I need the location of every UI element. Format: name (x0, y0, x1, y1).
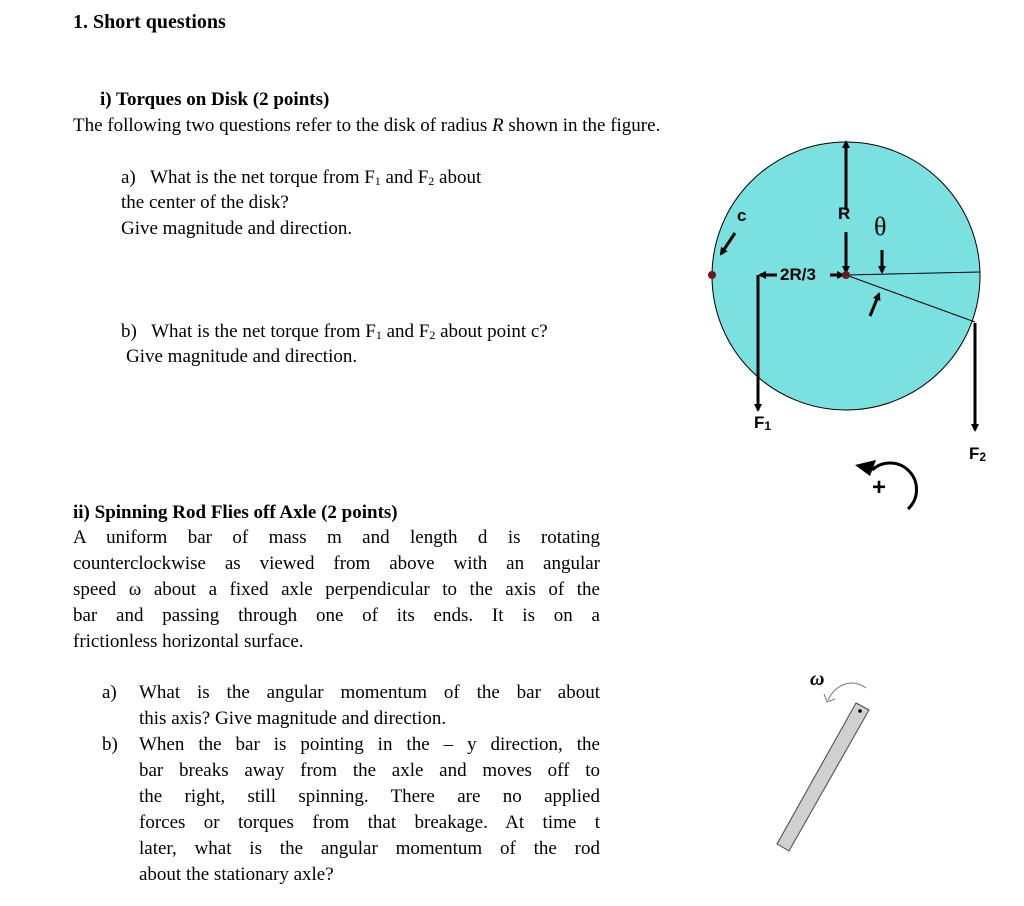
rotation-arrow (828, 683, 866, 700)
question-2b-line: the right, still spinning. There are no applied (139, 786, 600, 807)
question-2-title: ii) Spinning Rod Flies off Axle (2 points) (73, 502, 398, 523)
intro-variable: R (491, 115, 504, 136)
question-2b-line: When the bar is pointing in the – y direction, the (139, 734, 600, 755)
center-point (842, 271, 850, 279)
text: and F (381, 321, 430, 342)
question-2a-line: this axis? Give magnitude and direction. (139, 708, 447, 729)
rod (777, 703, 869, 851)
text: What is the net torque from F (151, 321, 376, 342)
subscript: 2 (979, 450, 987, 464)
axle-point (858, 709, 862, 713)
section-heading: 1. Short questions (73, 11, 226, 33)
label-F2 (969, 443, 986, 468)
question-1b-line-2: Give magnitude and direction. (126, 346, 358, 367)
label-omega: ω (810, 668, 825, 690)
subscript: 1 (375, 328, 382, 342)
question-2-para-line: frictionless horizontal surface. (73, 631, 304, 652)
text: about (434, 167, 482, 188)
question-2-para-line: speed ω about a fixed axle perpendicular to the axis of the (73, 579, 600, 600)
question-2b-line: about the stationary axle? (139, 864, 334, 885)
text: about point c? (435, 321, 548, 342)
subscript: 1 (764, 419, 772, 433)
question-1a-line-3: Give magnitude and direction. (121, 218, 353, 239)
question-2b-line: later, what is the angular momentum of the rod (139, 838, 600, 859)
subscript: 2 (429, 328, 436, 342)
label-plus: + (872, 474, 887, 501)
label-F1 (754, 412, 771, 437)
subscript: 1 (374, 174, 381, 188)
label-theta: θ (874, 212, 887, 241)
label-2R3: 2R/3 (780, 265, 816, 284)
question-2b-line: bar breaks away from the axle and moves off to (139, 760, 600, 781)
question-2-para-line: A uniform bar of mass m and length d is rotating (73, 527, 600, 548)
intro-text-end: shown in the figure. (503, 115, 661, 136)
subscript: 2 (428, 174, 435, 188)
question-2a-line: What is the angular momentum of the bar about (139, 682, 600, 703)
text: What is the net torque from F (150, 167, 375, 188)
question-2a-label: a) (102, 682, 117, 703)
intro-text: The following two questions refer to the disk of radius (73, 115, 492, 136)
text: and F (380, 167, 429, 188)
question-2-para-line: counterclockwise as viewed from above with an angular (73, 553, 600, 574)
part-label: b) (121, 321, 137, 342)
question-1a-line-2: the center of the disk? (121, 192, 289, 213)
question-2b-line: forces or torques from that breakage. At time t (139, 812, 600, 833)
question-2b-label: b) (102, 734, 118, 755)
label-c: c (737, 206, 747, 225)
rod-figure (777, 683, 869, 851)
question-2-para-line: bar and passing through one of its ends. It is on a (73, 605, 600, 626)
point-c (708, 271, 716, 279)
label-R: R (838, 204, 851, 223)
text: F (969, 444, 980, 463)
question-1-title: i) Torques on Disk (2 points) (100, 89, 330, 110)
text: F (754, 413, 765, 432)
part-label: a) (121, 167, 136, 188)
